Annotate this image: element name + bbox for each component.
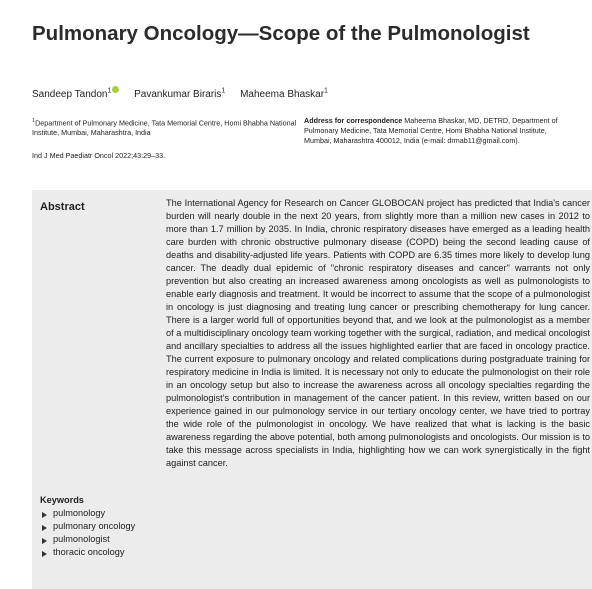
correspondence-text[interactable]: Maheema Bhaskar, MD, DETRD, Department of Pulmonary Medicine, Tata Memorial Centre, Homi Bhabha National Institute, Mumbai, Maharashtra 400012, India (e-mail: drmab11@gmail.com). <box>304 116 558 145</box>
abstract-text: The International Agency for Research on Cancer GLOBOCAN project has predicted that India's cancer burden will nearly double in the next 20 years, from slightly more than a million new cases in 2012 to more than 1.7 million by 2035. In India, chronic respiratory diseases have emerged as a leading health care burden with chronic obstructive pulmonary disease (COPD) being the second leading cause of deaths and disability-adjusted life years. Patients with COPD are 6.35 times more likely to develop lung cancer. The deadly dual epidemic of "chronic respiratory diseases and cancer" warrants not only prevention but also creating an increased awareness among oncologists as well as pulmonologists to enable early diagnosis and treatment. It would be incorrect to assume that the scope of a pulmonologist in oncology is just diagnosing and treating lung cancer or prescribing chemotherapy for lung cancer. There is a larger world full of opportunities beyond that, and we look at the pulmonologist as a member of a multidisciplinary oncology team working together with the surgical, radiation, and medical oncologist and ancillary specialties to address all the issues highlighted earlier that are faced in oncology practice. The current exposure to pulmonary oncology and related complications during postgraduate training for respiratory medicine in India is limited. It is necessary not only to educate the pulmonologist on their role in an oncology setup but also to increase the awareness across all oncology specialties regarding the pulmonologist's contribution in management of the cancer patient. In this review, written based on our experience gained in our pulmonology service in our tertiary oncology center, we have tried to portray the wide role of the pulmonologist in oncology. We have realized that what is lacking is the basic awareness regarding the above potential, both among pulmonologists and oncologists. Our mission is to take this message across specialists in India, highlighting how we can work synergistically in the fight against cancer. <box>166 198 590 468</box>
abstract-heading: Abstract <box>40 201 85 213</box>
citation: Ind J Med Paediatr Oncol 2022;43:29–33. <box>32 151 166 160</box>
author-list <box>32 86 340 100</box>
correspondence <box>304 116 574 146</box>
article-title: Pulmonary Oncology—Scope of the Pulmonologist <box>32 22 530 45</box>
abstract-panel <box>32 190 592 589</box>
author-2[interactable]: Pavankumar Biraris$^1$ <box>134 88 226 101</box>
author-name: Pavankumar Biraris <box>134 89 222 101</box>
orcid-icon[interactable] <box>112 86 119 93</box>
author-name: Maheema Bhaskar <box>240 89 325 101</box>
author-name: Sandeep Tandon <box>32 89 108 101</box>
keywords-heading: Keywords <box>40 495 84 505</box>
author-1[interactable]: Sandeep Tandon$^1$ <box>32 89 119 100</box>
keyword-item[interactable]: thoracic oncology <box>40 546 135 559</box>
keyword-list <box>40 507 135 559</box>
author-3[interactable]: Maheema Bhaskar$^1$ <box>240 88 328 101</box>
affiliation: $^1$Department of Pulmonary Medicine, Tata Memorial Centre, Homi Bhabha National Institute, Mumbai, Maharashtra, India <box>32 118 297 138</box>
keyword-item[interactable]: pulmonology <box>40 507 135 520</box>
keyword-item[interactable]: pulmonologist <box>40 533 135 546</box>
keywords-section <box>40 494 135 559</box>
correspondence-label: Address for correspondence <box>304 116 403 125</box>
keyword-item[interactable]: pulmonary oncology <box>40 520 135 533</box>
